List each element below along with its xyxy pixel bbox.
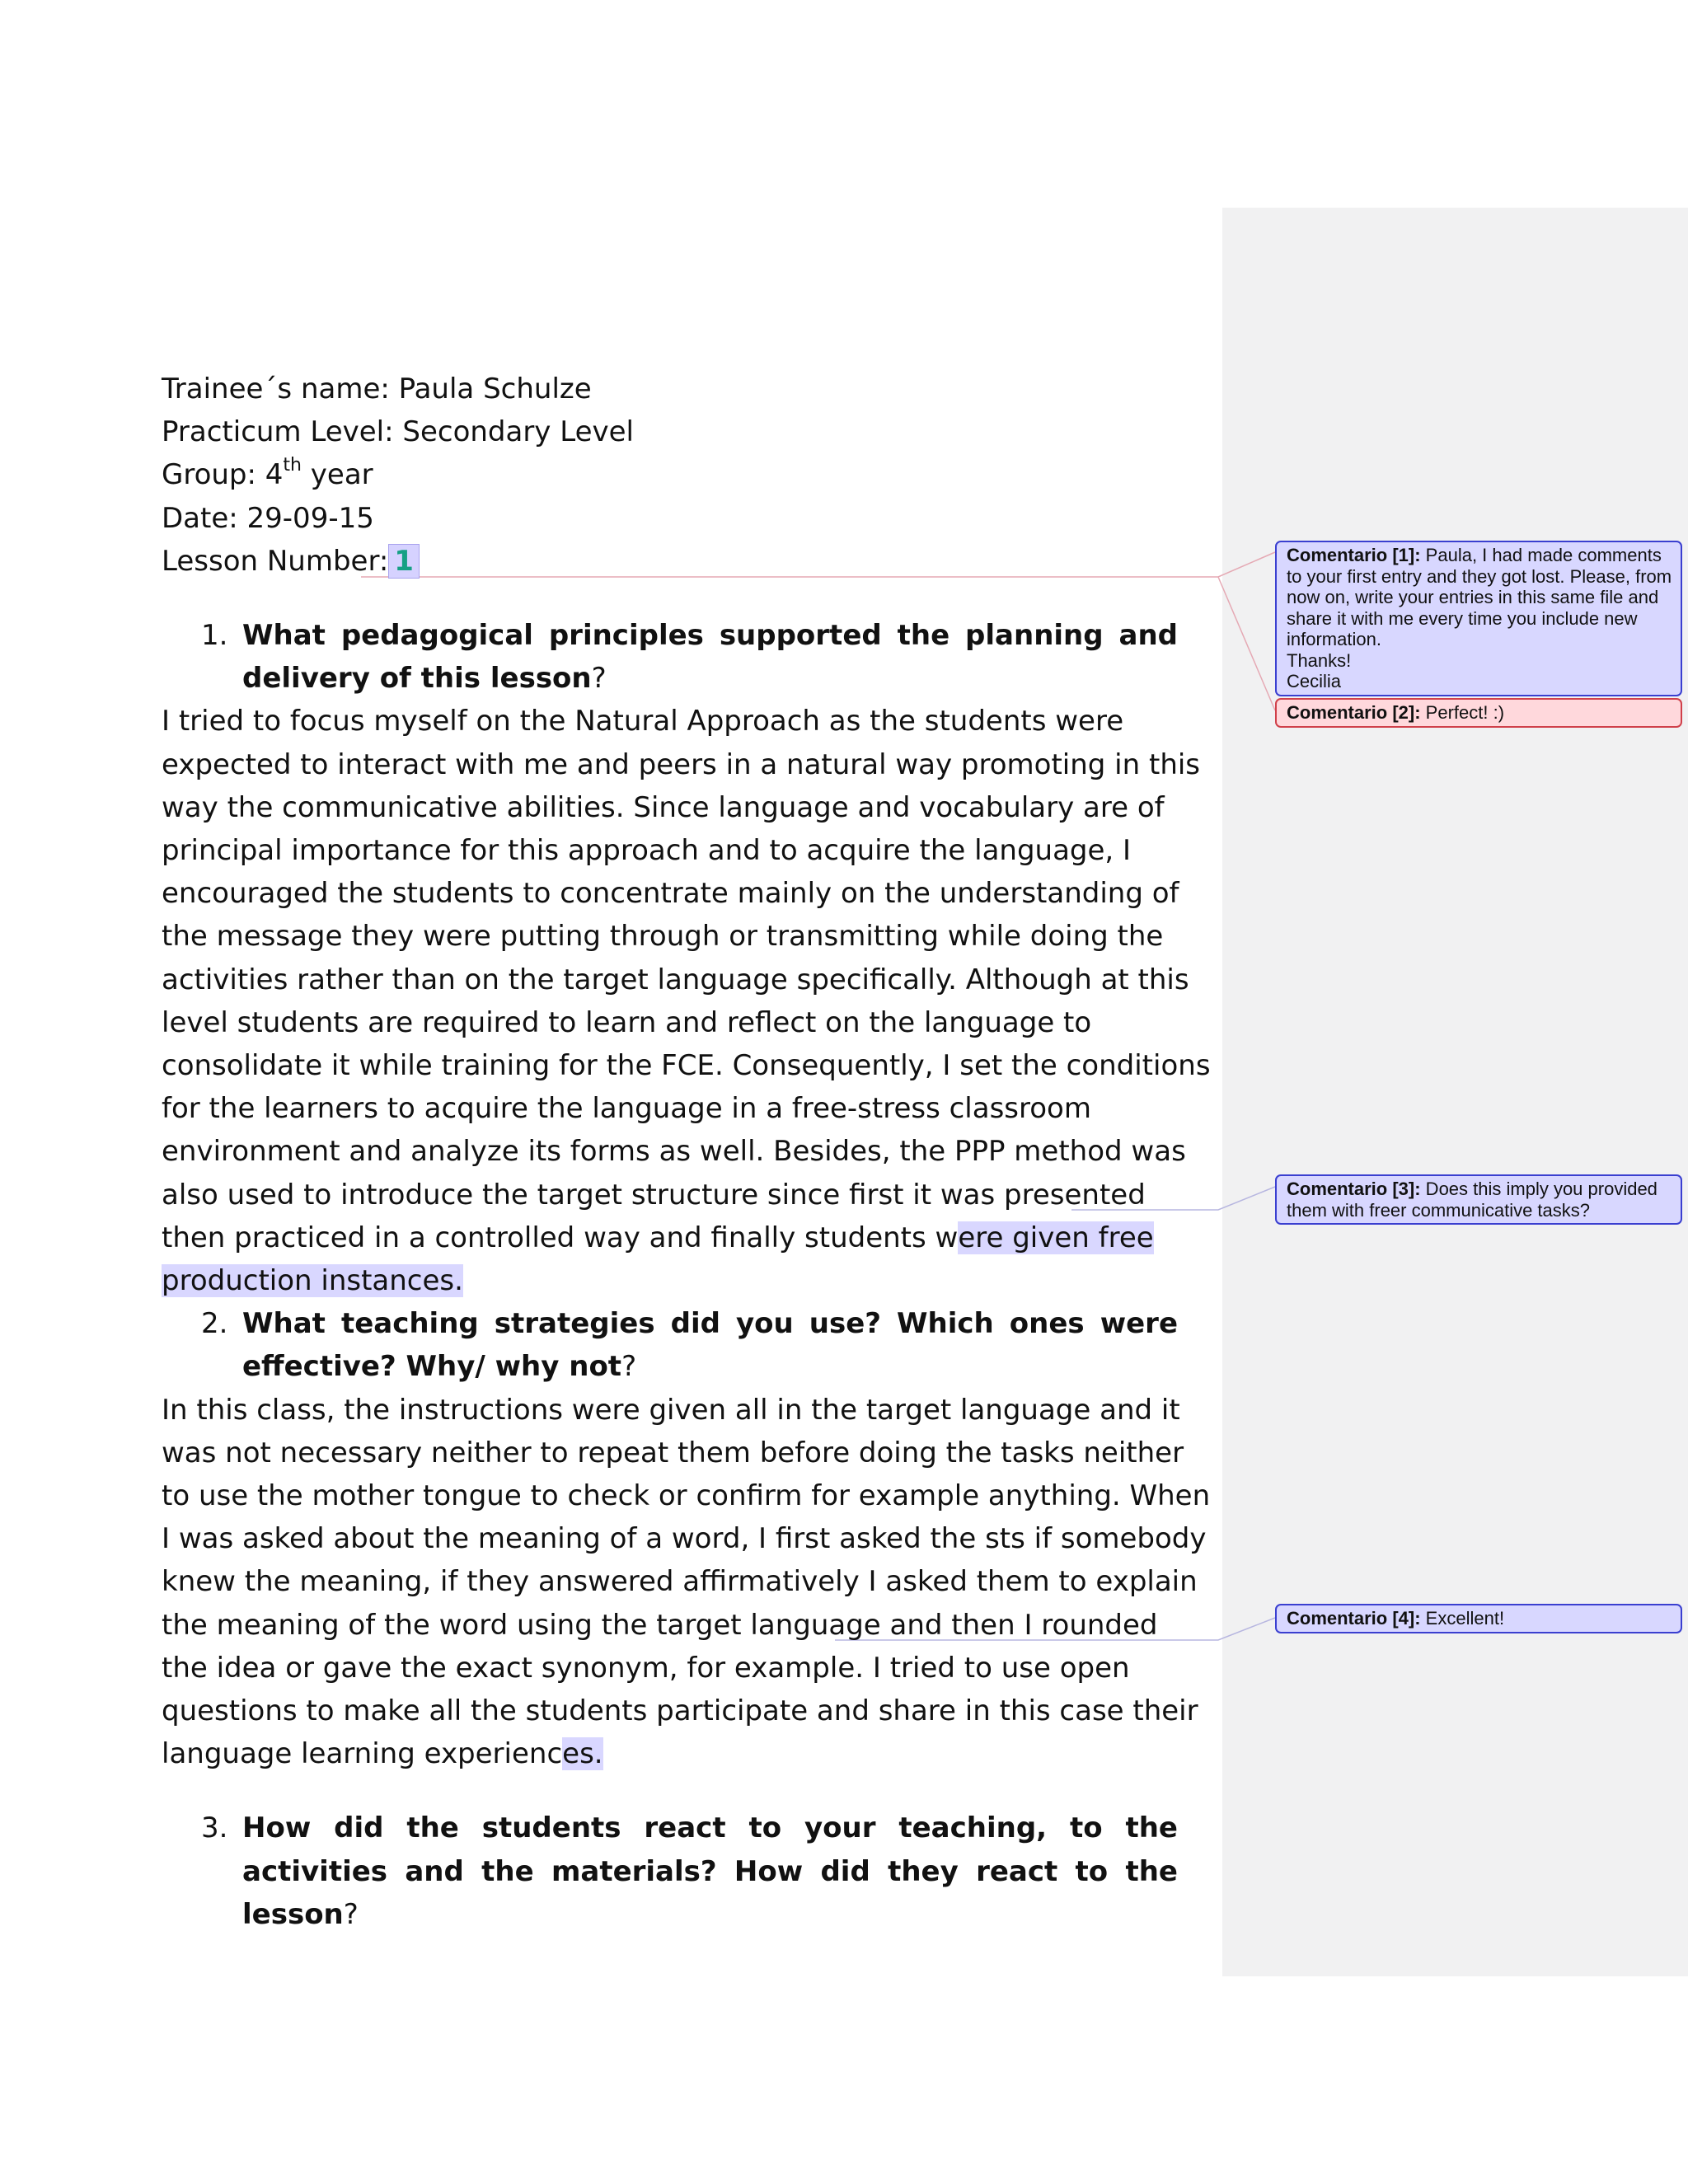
question-3: 3. How did the students react to your teaching, to the activities and the materials? How did they react to the lesson?	[201, 1811, 1178, 1931]
answer-1: I tried to focus myself on the Natural Approach as the students were expected to interact with me and peers in a natural way promoting in this way the communicative abilities. Since language and vocabulary are of principal importance for this approach and to acquire the language, I encouraged the students to concentrate mainly on the understanding of the message they were putting through or transmitting while doing the activities rather than on the target language specifically. Although at this level students are required to learn and reflect on the language to consolidate it while training for the FCE. Consequently, I set the conditions for the learners to acquire the language in a free-stress classroom environment and analyze its forms as well. Besides, the PPP method was also used to introduce the target structure since first it was presented then practiced in a controlled way and finally students were given free production instances.	[162, 705, 1211, 1297]
question-2: 2. What teaching strategies did you use? Which ones were effective? Why/ why not?	[201, 1307, 1178, 1384]
comment-label: Comentario [2]:	[1287, 702, 1421, 723]
lesson-number-anchor[interactable]: 1	[388, 544, 420, 579]
comment-balloon-4[interactable]: Comentario [4]: Excellent!	[1275, 1604, 1682, 1633]
comment-3-anchor[interactable]: ere given free production instances.	[162, 1221, 1154, 1297]
comment-label: Comentario [4]:	[1287, 1608, 1421, 1629]
answer-2: In this class, the instructions were given all in the target language and it was not necessary neither to repeat them before doing the tasks neither to use the mother tongue to check or confirm for example anything. When I was asked about the meaning of a word, I first asked the sts if somebody knew the meaning, if they answered affirmatively I asked them to explain the meaning of the word using the target language and then I rounded the idea or gave the exact synonym, for example. I tried to use open questions to make all the students participate and share in this case their language learning experiences.	[162, 1393, 1211, 1771]
trainee-name: Trainee´s name: Paula Schulze	[162, 373, 592, 405]
comment-balloon-2[interactable]: Comentario [2]: Perfect! :)	[1275, 698, 1682, 728]
comment-4-anchor[interactable]: es.	[562, 1737, 603, 1771]
lesson-number-line: Lesson Number: 1	[162, 540, 1212, 583]
comment-label: Comentario [3]:	[1287, 1179, 1421, 1199]
comment-balloon-1[interactable]: Comentario [1]: Paula, I had made comments to your first entry and they got lost. Please, from now on, write your entries in this same file and share it with me every time you include new information. Thanks! Cecilia	[1275, 541, 1682, 696]
question-1: 1. What pedagogical principles supported the planning and delivery of this lesson?	[201, 618, 1178, 696]
comment-margin-pane	[1222, 208, 1688, 1976]
comment-label: Comentario [1]:	[1287, 545, 1421, 565]
document-body	[162, 368, 1212, 1936]
practicum-level: Practicum Level: Secondary Level	[162, 415, 634, 449]
date-line: Date: 29-09-15	[162, 501, 374, 535]
group-line: Group: 4th year	[162, 455, 373, 492]
comment-balloon-3[interactable]: Comentario [3]: Does this imply you provided them with freer communicative tasks?	[1275, 1174, 1682, 1225]
ordinal-superscript: th	[283, 455, 302, 476]
